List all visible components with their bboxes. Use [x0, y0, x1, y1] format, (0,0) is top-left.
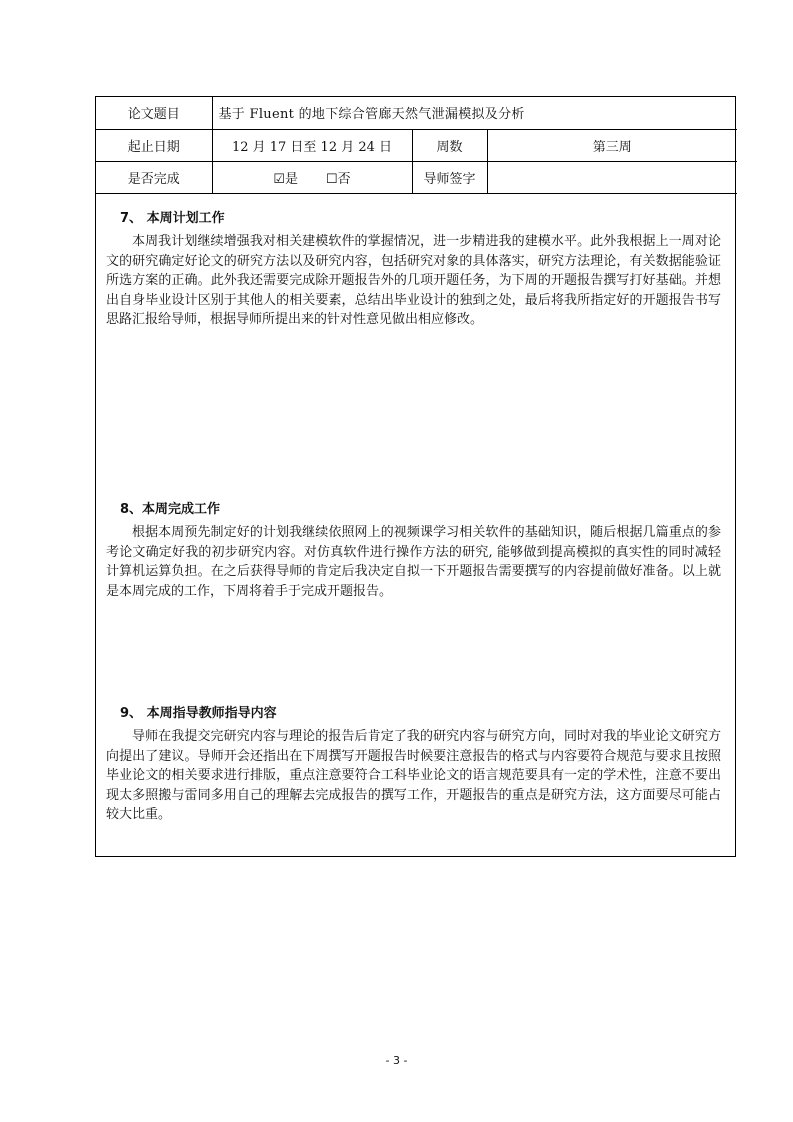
- weekly-report-frame: [95, 96, 736, 857]
- guidance-body: 导师在我提交完研究内容与理论的报告后肯定了我的研究内容与研究方向，同时对我的毕业论文研究方向提出了建议。导师开会还指出在下周撰写开题报告时候要注意报告的格式与内容要符合规范与要求且按照毕业论文的相关要求进行排版，重点注意要符合工科毕业论文的语言规范要具有一定的学术性，注意不要出现太多照搬与雷同多用自己的理解去完成报告的撰写工作，开题报告的重点是研究方法，这方面要尽可能占较大比重。: [106, 729, 721, 822]
- completion-options: [212, 161, 412, 193]
- topic-value: 基于 Fluent 的地下综合管廊天然气泄漏模拟及分析: [212, 97, 737, 129]
- weeks-label: 周数: [412, 129, 487, 161]
- complete-no-checkbox[interactable]: ☐否: [326, 171, 351, 187]
- page-number: - 3 -: [385, 1054, 408, 1067]
- done-section: [96, 498, 735, 601]
- topic-label: 论文题目: [96, 97, 212, 129]
- date-label: 起止日期: [96, 129, 212, 161]
- topic-row: [96, 97, 737, 129]
- date-value: 12 月 17 日至 12 月 24 日: [212, 129, 412, 161]
- plan-section: [96, 207, 735, 330]
- plan-body: 本周我计划继续增强我对相关建模软件的掌握情况，进一步精进我的建模水平。此外我根据上一周对论文的研究确定好论文的研究方法以及研究内容，包括研究对象的具体落实，研究方法理论，有关数据能验证所选方案的正确。此外我还需要完成除开题报告外的几项开题任务，为下周的开题报告撰写打好基础。并想出自身毕业设计区别于其他人的相关要素，总结出毕业设计的独到之处，最后将我所指定好的开题报告书写思路汇报给导师，根据导师所提出来的针对性意见做出相应修改。: [106, 234, 721, 327]
- report-header-table: [96, 97, 737, 194]
- guidance-section: [96, 702, 735, 825]
- plan-heading: 7、 本周计划工作: [120, 211, 225, 226]
- complete-label: 是否完成: [96, 161, 212, 193]
- signature-value: [487, 161, 737, 193]
- done-body: 根据本周预先制定好的计划我继续依照网上的视频课学习相关软件的基础知识，随后根据几篇重点的参考论文确定好我的初步研究内容。对仿真软件进行操作方法的研究, 能够做到提高模拟的真实性的同时减轻计算机运算负担。在之后获得导师的肯定后我决定自拟一下开题报告需要撰写的内容提前做好准备。以上就是本周完成的工作，下周将着手于完成开题报告。: [106, 525, 721, 599]
- done-heading: 8、本周完成工作: [120, 502, 221, 517]
- weeks-value: 第三周: [487, 129, 737, 161]
- signature-label: 导师签字: [412, 161, 487, 193]
- completion-row: [96, 161, 737, 193]
- guidance-heading: 9、 本周指导教师指导内容: [120, 706, 277, 721]
- date-row: [96, 129, 737, 161]
- complete-yes-checkbox[interactable]: ☑是: [273, 171, 298, 187]
